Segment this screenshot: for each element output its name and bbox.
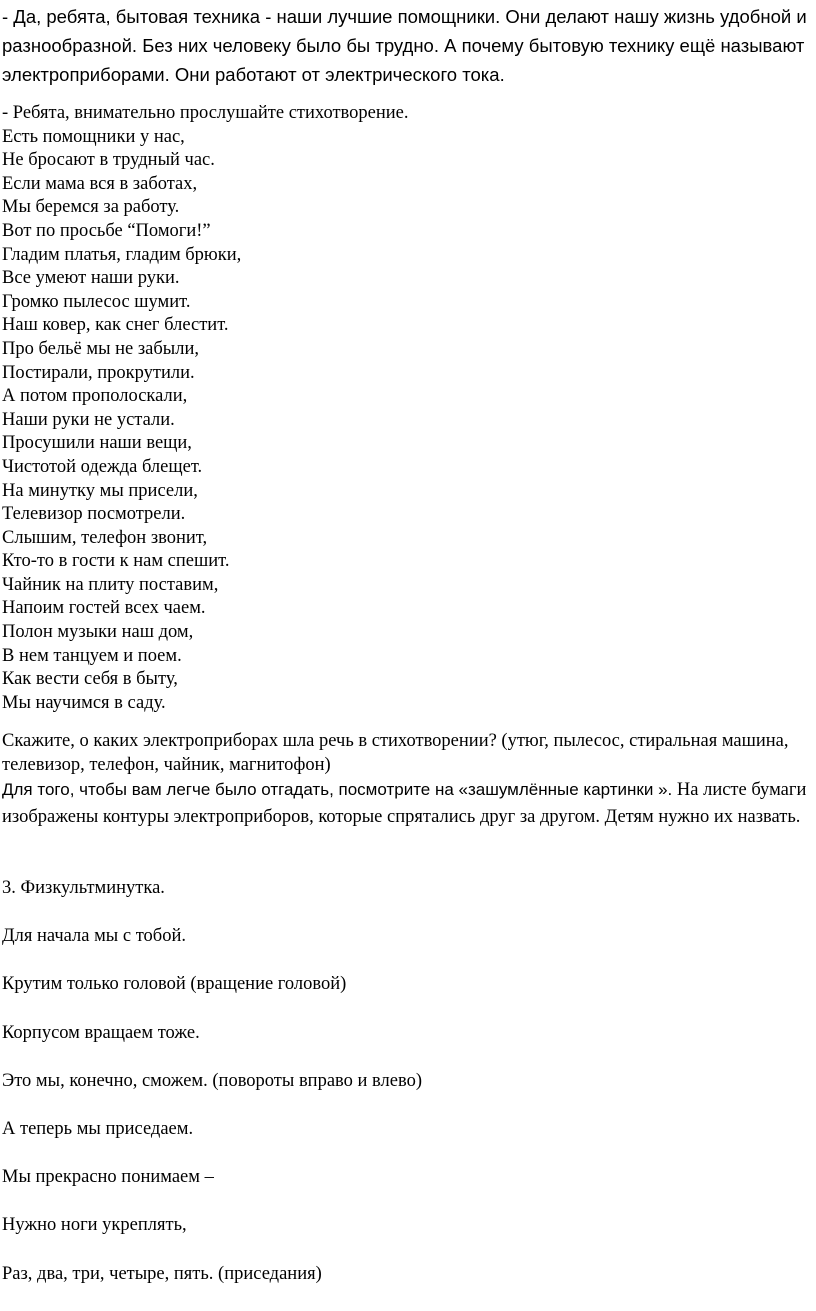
hint-text: На листе бумаги изображены контуры электроприборов, которые спрятались друг за другом. Детям нужно их назвать. — [2, 780, 807, 827]
poem-line: Напоим гостей всех чаем. — [2, 598, 206, 619]
poem-line: Телевизор посмотрели. — [2, 504, 186, 525]
poem-line: Мы беремся за работу. — [2, 197, 180, 218]
poem-line: Про бельё мы не забыли, — [2, 338, 199, 359]
poem-line: Слышим, телефон звонит, — [2, 527, 208, 548]
exercise-line: Нужно ноги укреплять, — [2, 1215, 187, 1236]
poem-line: Есть помощники у нас, — [2, 126, 185, 147]
exercise-line: Мы прекрасно понимаем – — [2, 1167, 214, 1188]
poem-line: Громко пылесос шумит. — [2, 291, 191, 312]
poem-line: Кто-то в гости к нам спешит. — [2, 551, 230, 572]
poem-line: Чистотой одежда блещет. — [2, 456, 203, 477]
poem-line: А потом прополоскали, — [2, 386, 188, 407]
poem-line: Не бросают в трудный час. — [2, 150, 215, 171]
poem-line: На минутку мы присели, — [2, 480, 198, 501]
poem-line: Чайник на плиту поставим, — [2, 574, 219, 595]
poem-line: Полон музыки наш дом, — [2, 622, 194, 643]
poem-line: Гладим платья, гладим брюки, — [2, 244, 242, 265]
exercise-line: Корпусом вращаем тоже. — [2, 1022, 200, 1043]
poem-line: В нем танцуем и поем. — [2, 645, 182, 666]
poem-section — [2, 102, 816, 715]
hint-paragraph — [2, 776, 816, 831]
question-paragraph: Скажите, о каких электроприборах шла речь в стихотворении? (утюг, пылесос, стиральная машина, телевизор, телефон, чайник, магнитофон) — [2, 731, 789, 775]
exercise-line: А теперь мы приседаем. — [2, 1118, 194, 1139]
poem-line: Все умеют наши руки. — [2, 268, 180, 289]
poem-line: Если мама вся в заботах, — [2, 173, 198, 194]
exercise-heading: 3. Физкультминутка. — [2, 878, 165, 898]
exercise-line: Это мы, конечно, сможем. (повороты вправо и влево) — [2, 1070, 423, 1091]
intro-paragraph: - Да, ребята, бытовая техника - наши лучшие помощники. Они делают нашу жизнь удобной и разнообразной. Без них человеку было бы трудно. А почему бытовую технику ещё называют электроприборами. Они работают от электрического тока. — [2, 6, 807, 85]
exercise-line: Для начала мы с тобой. — [2, 926, 186, 947]
poem-line: Наш ковер, как снег блестит. — [2, 315, 229, 336]
exercise-section — [2, 877, 816, 1311]
poem-lead: - Ребята, внимательно прослушайте стихотворение. — [2, 103, 409, 123]
poem-line: Как вести себя в быту, — [2, 669, 178, 690]
poem-line: Просушили наши вещи, — [2, 433, 192, 454]
poem-line: Вот по просьбе “Помоги!” — [2, 220, 211, 241]
poem-line: Мы научимся в саду. — [2, 692, 166, 713]
exercise-line: Раз, два, три, четыре, пять. (приседания) — [2, 1263, 322, 1284]
hint-emphasis: Для того, чтобы вам легче было отгадать, посмотрите на «зашумлённые картинки ». — [2, 780, 673, 799]
poem-line: Постирали, прокрутили. — [2, 362, 195, 383]
exercise-line: Крутим только головой (вращение головой) — [2, 974, 347, 995]
poem-line: Наши руки не устали. — [2, 409, 175, 430]
